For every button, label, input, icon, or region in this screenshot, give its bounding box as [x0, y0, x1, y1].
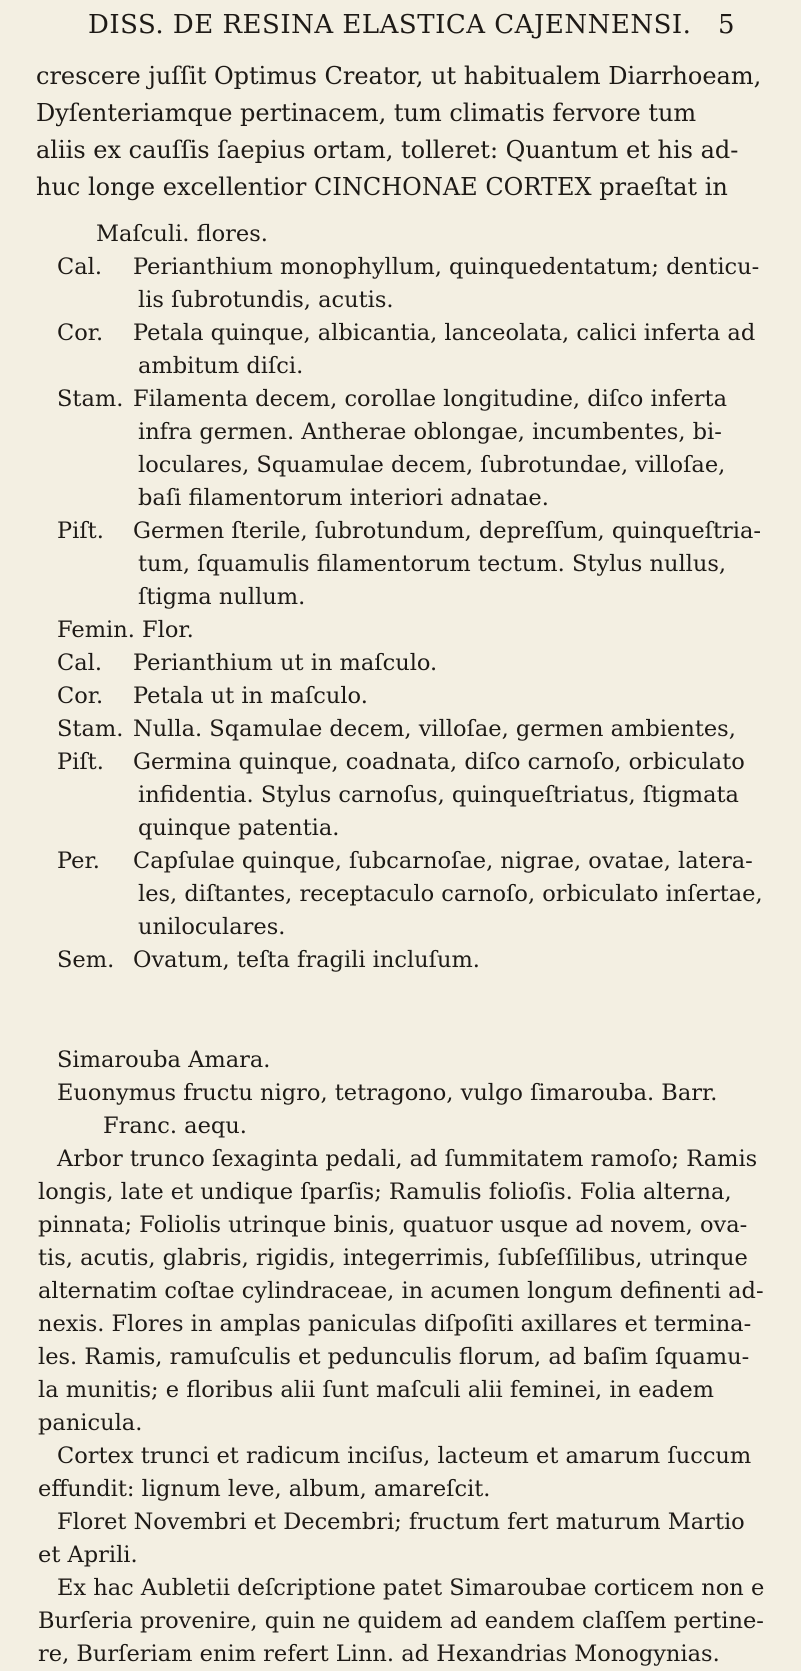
text-line: la munitis; e floribus alii ſunt maſculi alii feminei, in eadem	[38, 1377, 714, 1403]
entry-male-flowers	[0, 218, 801, 251]
text-line: Burſeria provenire, quin ne quidem ad eandem claſſem pertine-	[38, 1608, 764, 1634]
text-line: Petala quinque, albicantia, lanceolata, calici inferta ad	[133, 320, 756, 346]
entry-label: Piſt.	[57, 518, 104, 544]
text-line: et Aprili.	[38, 1542, 138, 1568]
entry-female-stamens	[0, 713, 801, 746]
text-line: Ovatum, teſta fragili incluſum.	[133, 947, 480, 973]
entry-label: Cal.	[57, 254, 102, 280]
entry-seed	[0, 944, 801, 977]
text-line: longis, late et undique ſparſis; Ramulis folioſis. Folia alterna,	[38, 1179, 732, 1205]
text-line: Franc. aequ.	[103, 1113, 247, 1139]
text-line: huc longe excellentior CINCHONAE CORTEX praeſtat in	[36, 173, 728, 201]
text-line: panicula.	[38, 1410, 143, 1436]
text-line: Perianthium monophyllum, quinquedentatum; denticu-	[133, 254, 760, 280]
header-title: DISS. DE RESINA ELASTICA CAJENNENSI.	[88, 10, 692, 40]
entry-corolla	[0, 317, 801, 383]
entry-pistil	[0, 515, 801, 614]
entry-label: Stam.	[57, 386, 124, 412]
text-line: Euonymus fructu nigro, tetragono, vulgo ſimarouba. Barr.	[57, 1080, 718, 1106]
text-line: tis, acutis, glabris, rigidis, integerrimis, ſubſeſſilibus, utrinque	[38, 1245, 748, 1271]
page-number: 5	[718, 10, 736, 40]
text-line: Filamenta decem, corollae longitudine, diſco inferta	[133, 386, 728, 412]
text-line: Perianthium ut in maſculo.	[133, 650, 438, 676]
entry-label: Piſt.	[57, 749, 104, 775]
text-line: Capſulae quinque, ſubcarnoſae, nigrae, ovatae, latera-	[133, 848, 753, 874]
text-line: loculares, Squamulae decem, ſubrotundae, villoſae,	[138, 452, 726, 478]
text-line: alternatim coſtae cylindraceae, in acumen longum definenti ad-	[38, 1278, 764, 1304]
text-line: nexis. Flores in amplas paniculas diſpoſiti axillares et termina-	[38, 1311, 752, 1337]
botanical-description	[0, 218, 801, 977]
text-line: ſtigma nullum.	[138, 584, 306, 610]
section-heading: Femin. Flor.	[57, 617, 194, 643]
text-line: les. Ramis, ramuſculis et pedunculis florum, ad baſim ſquamu-	[38, 1344, 750, 1370]
text-line: Cortex trunci et radicum inciſus, lacteum et amarum ſuccum	[57, 1443, 752, 1469]
text-line: Nulla. Sqamulae decem, villoſae, germen ambientes,	[133, 716, 736, 742]
text-line: Petala ut in maſculo.	[133, 683, 368, 709]
text-line: uniloculares.	[138, 914, 286, 940]
text-line: infra germen. Antherae oblongae, incumbentes, bi-	[138, 419, 722, 445]
text-line: Germina quinque, coadnata, diſco carnoſo, orbiculato	[133, 749, 745, 775]
intro-paragraph	[36, 58, 776, 206]
simarouba-description	[38, 1044, 783, 1671]
entry-calyx	[0, 251, 801, 317]
entry-female-pistil	[0, 746, 801, 845]
text-line: les, diſtantes, receptaculo carnoſo, orbiculato inſertae,	[138, 881, 763, 907]
text-line: lis ſubrotundis, acutis.	[138, 287, 394, 313]
entry-label: Stam.	[57, 716, 124, 742]
entry-label: Cal.	[57, 650, 102, 676]
entry-pericarp	[0, 845, 801, 944]
text-line: Ex hac Aubletii deſcriptione patet Simaroubae corticem non e	[57, 1575, 765, 1601]
section-heading: Maſculi. flores.	[96, 221, 268, 247]
text-line: Arbor trunco ſexaginta pedali, ad ſummitatem ramoſo; Ramis	[57, 1146, 758, 1172]
text-line: baſi filamentorum interiori adnatae.	[138, 485, 549, 511]
entry-label: Per.	[57, 848, 100, 874]
entry-female-flowers	[0, 614, 801, 647]
species-heading: Simarouba Amara.	[57, 1047, 271, 1073]
text-line: Floret Novembri et Decembri; fructum fert maturum Martio	[57, 1509, 745, 1535]
entry-label: Cor.	[57, 320, 104, 346]
text-line: infidentia. Stylus carnoſus, quinqueſtriatus, ſtigmata	[138, 782, 739, 808]
entry-stamens	[0, 383, 801, 515]
text-line: ambitum diſci.	[138, 353, 304, 379]
running-header	[88, 10, 738, 40]
entry-label: Sem.	[57, 947, 115, 973]
text-line: crescere juſſit Optimus Creator, ut habitualem Diarrhoeam,	[36, 62, 762, 90]
text-line: effundit: lignum leve, album, amareſcit.	[38, 1476, 491, 1502]
text-line: pinnata; Foliolis utrinque binis, quatuor usque ad novem, ova-	[38, 1212, 748, 1238]
entry-female-corolla	[0, 680, 801, 713]
text-line: Dyſenteriamque pertinacem, tum climatis fervore tum	[36, 99, 697, 127]
entry-label: Cor.	[57, 683, 104, 709]
entry-female-calyx	[0, 647, 801, 680]
text-line: tum, ſquamulis filamentorum tectum. Stylus nullus,	[138, 551, 727, 577]
text-line: aliis ex cauſſis ſaepius ortam, tolleret: Quantum et his ad-	[36, 136, 739, 164]
text-line: quinque patentia.	[138, 815, 340, 841]
text-line: Germen ſterile, ſubrotundum, depreſſum, quinqueſtria-	[133, 518, 761, 544]
text-line: re, Burſeriam enim refert Linn. ad Hexandrias Monogynias.	[38, 1641, 720, 1667]
